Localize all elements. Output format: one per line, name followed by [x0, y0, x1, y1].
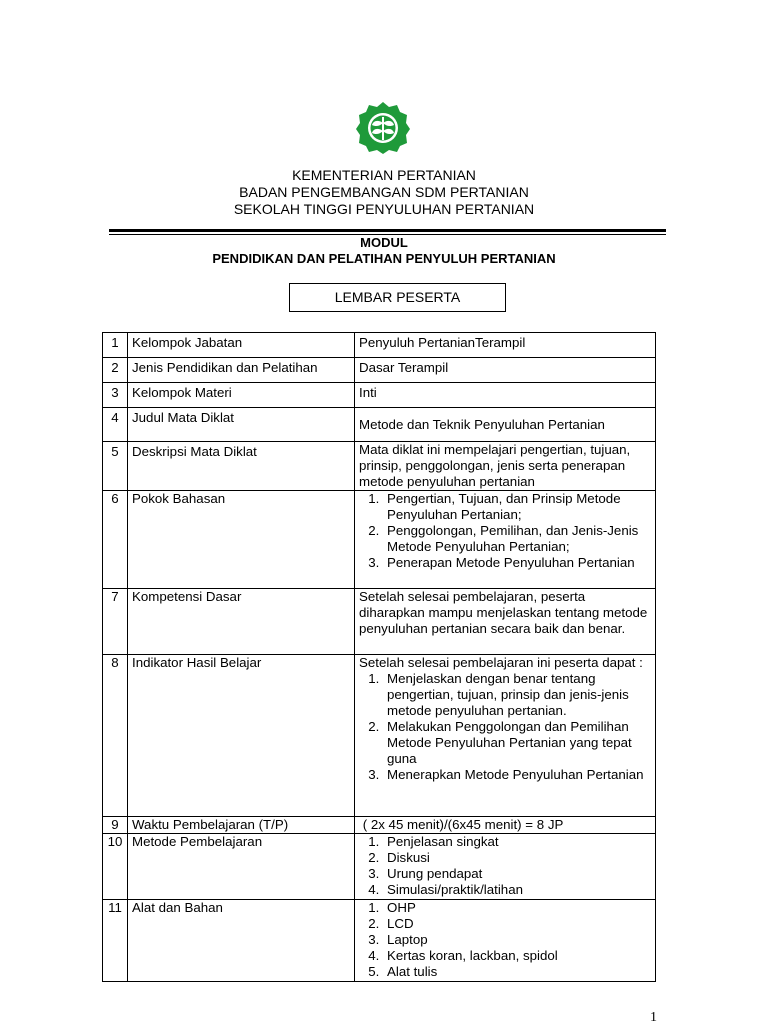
list-item: 2. Penggolongan, Pemilihan, dan Jenis-Jenis Metode Penyuluhan Pertanian;: [383, 523, 651, 555]
row-number: 4: [103, 408, 128, 442]
list-item: 4. Simulasi/praktik/latihan: [383, 882, 651, 898]
list-item: 3. Menerapkan Metode Penyuluhan Pertanian: [383, 767, 651, 783]
row-label: Alat dan Bahan: [128, 900, 355, 982]
table-row: [103, 589, 656, 655]
list-item: 4. Kertas koran, lackban, spidol: [383, 948, 651, 964]
row-label: Metode Pembelajaran: [128, 834, 355, 900]
row-value: [355, 834, 656, 900]
row-number: 11: [103, 900, 128, 982]
row-value: Inti: [355, 383, 656, 408]
list-item: 2. Melakukan Penggolongan dan Pemilihan Metode Penyuluhan Pertanian yang tepat guna: [383, 719, 651, 767]
row-number: 3: [103, 383, 128, 408]
metode-list: [359, 834, 651, 898]
row-label: Kelompok Materi: [128, 383, 355, 408]
table-row: [103, 358, 656, 383]
row-value: [355, 655, 656, 817]
row-value: [355, 900, 656, 982]
list-item: 5. Alat tulis: [383, 964, 651, 980]
list-item: 2. LCD: [383, 916, 651, 932]
row-label: Kelompok Jabatan: [128, 333, 355, 358]
module-title-line2: PENDIDIKAN DAN PELATIHAN PENYULUH PERTANIAN: [212, 251, 556, 266]
table-row: [103, 383, 656, 408]
list-item: 1. Menjelaskan dengan benar tentang pengertian, tujuan, prinsip dan jenis-jenis metode penyuluhan pertanian.: [383, 671, 651, 719]
table-row: [103, 817, 656, 834]
list-item: 3. Laptop: [383, 932, 651, 948]
table-row: [103, 408, 656, 442]
page-number: 1: [650, 1010, 657, 1025]
indikator-intro: Setelah selesai pembelajaran ini peserta dapat :: [359, 655, 643, 670]
indikator-list: [359, 671, 651, 783]
row-value: Mata diklat ini mempelajari pengertian, tujuan, prinsip, penggolongan, jenis serta penerapan metode penyuluhan pertanian: [355, 442, 656, 491]
row-number: 2: [103, 358, 128, 383]
row-number: 5: [103, 442, 128, 491]
row-number: 9: [103, 817, 128, 834]
module-title: [0, 235, 768, 267]
module-info-table: [102, 332, 656, 982]
row-number: 7: [103, 589, 128, 655]
row-label: Kompetensi Dasar: [128, 589, 355, 655]
table-row: [103, 834, 656, 900]
pokok-bahasan-list: [359, 491, 651, 571]
row-value: [355, 491, 656, 589]
row-number: 10: [103, 834, 128, 900]
row-value: ( 2x 45 menit)/(6x45 menit) = 8 JP: [355, 817, 656, 834]
table-row: [103, 900, 656, 982]
row-label: Indikator Hasil Belajar: [128, 655, 355, 817]
row-label: Pokok Bahasan: [128, 491, 355, 589]
header-divider: [109, 229, 666, 232]
header-line: SEKOLAH TINGGI PENYULUHAN PERTANIAN: [233, 201, 535, 217]
list-item: 1. Pengertian, Tujuan, dan Prinsip Metode Penyuluhan Pertanian;: [383, 491, 651, 523]
row-value: Metode dan Teknik Penyuluhan Pertanian: [355, 408, 656, 442]
row-number: 1: [103, 333, 128, 358]
row-number: 8: [103, 655, 128, 817]
row-value: Penyuluh PertanianTerampil: [355, 333, 656, 358]
institution-header: [0, 167, 768, 218]
row-label: Deskripsi Mata Diklat: [128, 442, 355, 491]
row-value: Setelah selesai pembelajaran, peserta diharapkan mampu menjelaskan tentang metode penyuluhan pertanian secara baik dan benar.: [355, 589, 656, 655]
row-label: Jenis Pendidikan dan Pelatihan: [128, 358, 355, 383]
row-label: Judul Mata Diklat: [128, 408, 355, 442]
header-line: KEMENTERIAN PERTANIAN: [292, 167, 476, 183]
row-number: 6: [103, 491, 128, 589]
lembar-peserta-box: LEMBAR PESERTA: [289, 283, 506, 312]
table-row: [103, 491, 656, 589]
header-line: BADAN PENGEMBANGAN SDM PERTANIAN: [239, 184, 529, 200]
table-row: [103, 655, 656, 817]
table-row: [103, 442, 656, 491]
list-item: 2. Diskusi: [383, 850, 651, 866]
row-label: Waktu Pembelajaran (T/P): [128, 817, 355, 834]
list-item: 3. Penerapan Metode Penyuluhan Pertanian: [383, 555, 651, 571]
list-item: 1. OHP: [383, 900, 651, 916]
list-item: 1. Penjelasan singkat: [383, 834, 651, 850]
table-row: [103, 333, 656, 358]
row-value: Dasar Terampil: [355, 358, 656, 383]
list-item: 3. Urung pendapat: [383, 866, 651, 882]
module-title-line1: MODUL: [360, 235, 408, 250]
alat-bahan-list: [359, 900, 651, 980]
ministry-logo: [354, 100, 412, 154]
